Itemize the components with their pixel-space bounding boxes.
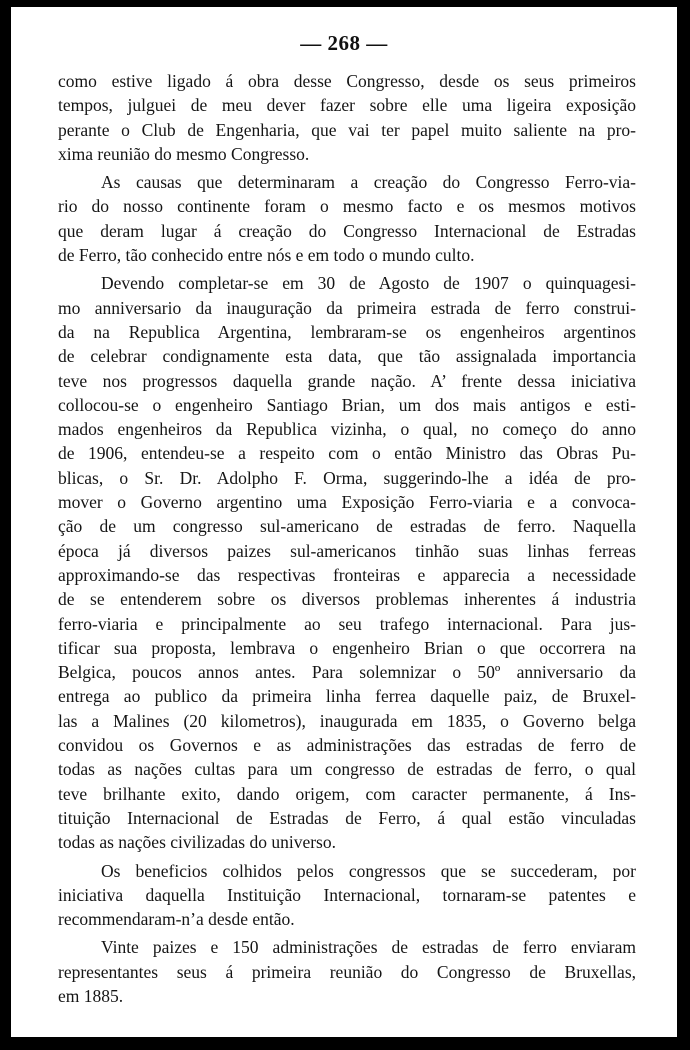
paragraph [58, 271, 636, 854]
text-line: iniciativa daquella Instituição Internacional, tornaram-se patentes e [58, 884, 636, 905]
text-line: entrega ao publico da primeira linha ferrea daquelle paiz, de Bruxel- [58, 686, 636, 707]
book-page [11, 7, 677, 1037]
paragraph [58, 170, 636, 267]
text-line: de se entenderem sobre os diversos problemas inherentes á industria [58, 589, 636, 610]
text-line: como estive ligado á obra desse Congresso, desde os seus primeiros [58, 71, 636, 91]
text-line: ção de um congresso sul-americano de estradas de ferro. Naquella [58, 516, 636, 537]
page-number: — 268 — [300, 31, 388, 55]
text-line: em 1885. [58, 985, 124, 1006]
text-line: representantes seus á primeira reunião do Congresso de Bruxellas, [58, 961, 636, 982]
text-line: Vinte paizes e 150 administrações de estradas de ferro enviaram [101, 937, 636, 958]
paragraph [58, 859, 636, 932]
text-line: blicas, o Sr. Dr. Adolpho F. Orma, suggerindo-lhe a idéa de pro- [58, 467, 636, 488]
text-line: de 1906, entendeu-se a respeito com o então Ministro das Obras Pu- [58, 443, 636, 464]
paragraph [58, 69, 636, 166]
text-line: approximando-se das respectivas fronteiras e apparecia a necessidade [58, 564, 636, 585]
text-line: tituição Internacional de Estradas de Ferro, á qual estão vinculadas [58, 807, 636, 828]
text-line: época já diversos paizes sul-americanos tinhão suas linhas ferreas [58, 540, 636, 561]
text-line: xima reunião do mesmo Congresso. [58, 143, 310, 164]
text-line: todas as nações cultas para um congresso de estradas de ferro, o qual [58, 759, 636, 780]
text-line: mo anniversario da inauguração da primeira estrada de ferro construi- [58, 297, 636, 318]
text-line: que deram lugar á creação do Congresso Internacional de Estradas [58, 220, 636, 241]
text-line: teve brilhante exito, dando origem, com caracter permanente, á Ins- [58, 783, 636, 804]
text-line: Devendo completar-se em 30 de Agosto de 1907 o quinquagesi- [101, 273, 636, 294]
text-line: recommendaram-n’a desde então. [58, 909, 295, 930]
text-line: tempos, julguei de meu dever fazer sobre elle uma ligeira exposição [58, 95, 636, 116]
page-body [58, 69, 636, 1008]
text-line: collocou-se o engenheiro Santiago Brian, um dos mais antigos e esti- [58, 394, 636, 415]
text-line: Belgica, poucos annos antes. Para solemnizar o 50º anniversario da [58, 662, 636, 683]
paragraph [58, 935, 636, 1008]
text-line: de celebrar condignamente esta data, que tão assignalada importancia [58, 346, 636, 367]
text-line: mados engenheiros da Republica vizinha, o qual, no começo do anno [58, 419, 636, 440]
text-line: tificar sua proposta, lembrava o engenheiro Brian o que occorrera na [58, 637, 636, 658]
text-line: de Ferro, tão conhecido entre nós e em todo o mundo culto. [58, 245, 475, 266]
text-line: perante o Club de Engenharia, que vai ter papel muito saliente na pro- [58, 119, 636, 140]
text-line: las a Malines (20 kilometros), inaugurada em 1835, o Governo belga [58, 710, 636, 731]
text-line: convidou os Governos e as administrações das estradas de ferro de [58, 735, 636, 756]
text-line: rio do nosso continente foram o mesmo facto e os mesmos motivos [58, 196, 636, 217]
text-line: todas as nações civilizadas do universo. [58, 832, 336, 853]
text-line: da na Republica Argentina, lembraram-se os engenheiros argentinos [58, 321, 636, 342]
text-line: ferro-viaria e principalmente ao seu trafego internacional. Para jus- [58, 613, 636, 634]
text-line: teve nos progressos daquella grande nação. A’ frente dessa iniciativa [58, 370, 636, 391]
text-line: As causas que determinaram a creação do Congresso Ferro-via- [101, 172, 636, 193]
text-line: Os beneficios colhidos pelos congressos que se succederam, por [101, 860, 636, 881]
text-line: mover o Governo argentino uma Exposição Ferro-viaria e a convoca- [58, 492, 636, 513]
